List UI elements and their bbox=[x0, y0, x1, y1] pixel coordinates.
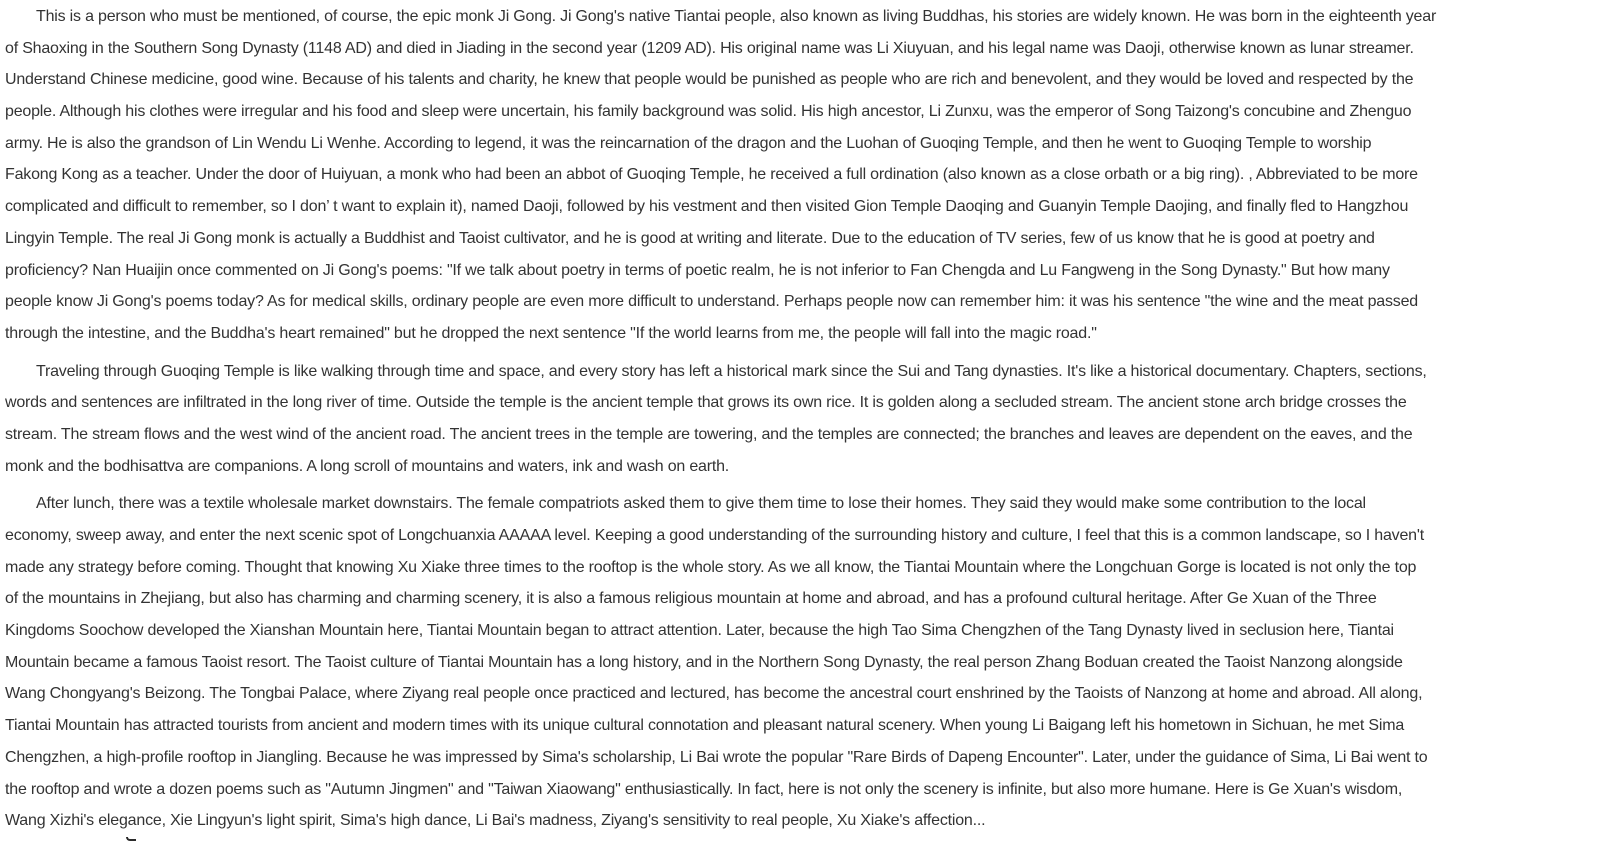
text-line: people know Ji Gong's poems today? As for medical skills, ordinary people are even more difficult to understand. Perhaps people now can remember him: it was his sentence "the wine and the meat passed bbox=[5, 293, 1418, 311]
paragraph-jigong bbox=[5, 1, 1599, 350]
paragraph-guoqing-temple bbox=[5, 356, 1599, 483]
text-line: army. He is also the grandson of Lin Wendu Li Wenhe. According to legend, it was the reincarnation of the dragon and the Luohan of Guoqing Temple, and then he went to Guoqing Temple to worship bbox=[5, 134, 1372, 152]
text-line: made any strategy before coming. Thought that knowing Xu Xiake three times to the rooftop is the whole story. As we all know, the Tiantai Mountain where the Longchuan Gorge is located is not only the top bbox=[5, 558, 1417, 576]
text-line: Wang Chongyang's Beizong. The Tongbai Palace, where Ziyang real people once practiced and lectured, has become the ancestral court enshrined by the Taoists of Nanzong at home and abroad. All along, bbox=[5, 685, 1423, 703]
text-line: After lunch, there was a textile wholesale market downstairs. The female compatriots asked them to give them time to lose their homes. They said they would make some contribution to the local bbox=[36, 495, 1366, 513]
text-line: words and sentences are infiltrated in the long river of time. Outside the temple is the ancient temple that grows its own rice. It is golden along a secluded stream. The ancient stone arch bridge crosses the bbox=[5, 394, 1407, 412]
text-line: Wang Xizhi's elegance, Xie Lingyun's light spirit, Sima's high dance, Li Bai's madness, Ziyang's sensitivity to real people, Xu Xiake's affection... bbox=[5, 812, 986, 830]
text-line: Mountain became a famous Taoist resort. The Taoist culture of Tiantai Mountain has a long history, and in the Northern Song Dynasty, the real person Zhang Boduan created the Taoist Nanzong alongside bbox=[5, 653, 1403, 671]
text-line: monk and the bodhisattva are companions. A long scroll of mountains and waters, ink and wash on earth. bbox=[5, 457, 730, 475]
text-line: through the intestine, and the Buddha's heart remained" but he dropped the next sentence "If the world learns from me, the people will fall into the magic road." bbox=[5, 324, 1097, 342]
text-line: of the mountains in Zhejiang, but also has charming and charming scenery, it is also a famous religious mountain at home and abroad, and has a profound cultural heritage. After Ge Xuan of the Three bbox=[5, 590, 1377, 608]
paragraph-tiantai-mountain bbox=[5, 488, 1599, 837]
text-line: Lingyin Temple. The real Ji Gong monk is actually a Buddhist and Taoist cultivator, and he is good at writing and literate. Due to the education of TV series, few of us know that he is good at poetry and bbox=[5, 229, 1375, 247]
text-line: Traveling through Guoqing Temple is like walking through time and space, and every story has left a historical mark since the Sui and Tang dynasties. It's like a historical documentary. Chapters, sections, bbox=[36, 362, 1427, 380]
text-line: the rooftop and wrote a dozen poems such as "Autumn Jingmen" and "Taiwan Xiaowang" enthusiastically. In fact, here is not only the scenery is infinite, but also more humane. Here is Ge Xuan's wisdom, bbox=[5, 780, 1403, 798]
text-line: This is a person who must be mentioned, of course, the epic monk Ji Gong. Ji Gong's native Tiantai people, also known as living Buddhas, his stories are widely known. He was born in the eighteenth year bbox=[36, 8, 1437, 25]
text-line: stream. The stream flows and the west wind of the ancient road. The ancient trees in the temple are towering, and the temples are connected; the branches and leaves are dependent on the eaves, and the bbox=[5, 425, 1413, 443]
text-line: Tiantai Mountain has attracted tourists from ancient and modern times with its unique cultural connotation and pleasant natural scenery. When young Li Baigang left his hometown in Sichuan, he met Sima bbox=[5, 717, 1405, 735]
text-line: of Shaoxing in the Southern Song Dynasty (1148 AD) and died in Jiading in the second year (1209 AD). His original name was Li Xiuyuan, and his legal name was Daoji, otherwise known as lunar streamer. bbox=[5, 39, 1414, 57]
text-line: Kingdoms Soochow developed the Xianshan Mountain here, Tiantai Mountain began to attract attention. Later, because the high Tao Sima Chengzhen of the Tang Dynasty lived in seclusion here, Tiantai bbox=[5, 622, 1394, 640]
text-line: people. Although his clothes were irregular and his food and sleep were uncertain, his family background was solid. His high ancestor, Li Zunxu, was the emperor of Song Taizong's concubine and Zhenguo bbox=[5, 103, 1412, 121]
text-line: economy, sweep away, and enter the next scenic spot of Longchuanxia AAAAA level. Keeping a good understanding of the surrounding history and culture, I feel that this is a common landscape, so I haven't bbox=[5, 527, 1424, 544]
text-line: Chengzhen, a high-profile rooftop in Jiangling. Because he was impressed by Sima's scholarship, Li Bai wrote the popular "Rare Birds of Dapeng Encounter". Later, under the guidance of Sima, Li Bai went to bbox=[5, 748, 1428, 766]
text-line: complicated and difficult to remember, so I don’ t want to explain it), named Daoji, followed by his vestment and then visited Gion Temple Daoqing and Guanyin Temple Daojing, and finally fled to Hangzhou bbox=[5, 198, 1409, 216]
cutoff-glyph-fragment bbox=[126, 837, 136, 841]
text-line: proficiency? Nan Huaijin once commented on Ji Gong's poems: "If we talk about poetry in terms of poetic realm, he is not inferior to Fan Chengda and Lu Fangweng in the Song Dynasty." But how many bbox=[5, 261, 1390, 279]
text-line: Fakong Kong as a teacher. Under the door of Huiyuan, a monk who had been an abbot of Guoqing Temple, he received a full ordination (also known as a close orbath or a big ring). , Abbreviated to be more bbox=[5, 166, 1418, 184]
text-line: Understand Chinese medicine, good wine. Because of his talents and charity, he knew that people would be punished as people who are rich and benevolent, and they would be loved and respected by the bbox=[5, 71, 1414, 89]
